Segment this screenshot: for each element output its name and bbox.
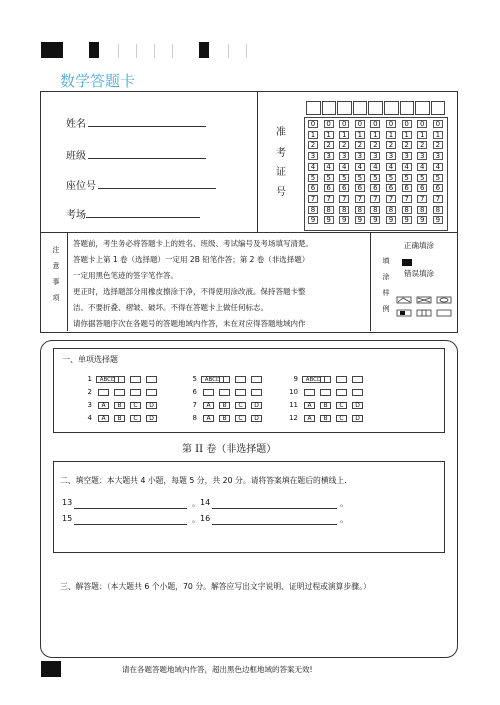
- exam-digit-bubble[interactable]: 9: [433, 216, 443, 224]
- exam-number-write-cell[interactable]: [337, 101, 352, 115]
- exam-digit-bubble[interactable]: 3: [433, 152, 443, 160]
- exam-digit-bubble[interactable]: 2: [355, 141, 365, 149]
- question-number: 2: [87, 388, 92, 396]
- exam-digit-bubble[interactable]: 8: [308, 206, 318, 214]
- exam-digit-bubble[interactable]: 8: [339, 206, 349, 214]
- timing-tick: [228, 44, 229, 58]
- exam-digit-bubble[interactable]: 3: [370, 152, 380, 160]
- exam-digit-bubble[interactable]: 3: [417, 152, 427, 160]
- exam-digit-bubble[interactable]: 9: [339, 216, 349, 224]
- solve-title: 三、解答题：（本大题共 6 个小题，70 分。解答应写出文字说明、证明过程或演算步骤。）: [60, 582, 371, 591]
- exam-digit-bubble[interactable]: 9: [370, 216, 380, 224]
- exam-digit-bubble[interactable]: 0: [402, 120, 412, 128]
- notes-label: 项: [52, 294, 60, 302]
- question-number: 11: [289, 401, 298, 409]
- answer-option-bubble[interactable]: C: [235, 415, 246, 422]
- exam-digit-bubble[interactable]: 7: [433, 195, 443, 203]
- answer-option-bubble[interactable]: [336, 389, 347, 396]
- answer-option-bubble[interactable]: D: [251, 402, 262, 409]
- answer-option-bubble[interactable]: [219, 376, 230, 383]
- answer-blank-14[interactable]: [212, 508, 337, 509]
- exam-digit-bubble[interactable]: 2: [339, 141, 349, 149]
- exam-digit-bubble[interactable]: 7: [308, 195, 318, 203]
- exam-digit-bubble[interactable]: 3: [339, 152, 349, 160]
- blank-number: 13: [62, 498, 73, 507]
- exam-number-write-cell[interactable]: [384, 101, 399, 115]
- exam-digit-bubble[interactable]: 6: [386, 184, 396, 192]
- exam-digit-bubble[interactable]: 4: [417, 163, 427, 171]
- timing-mark: [41, 42, 63, 58]
- exam-digit-bubble[interactable]: 8: [433, 206, 443, 214]
- timing-mark: [89, 42, 99, 58]
- answer-option-bubble[interactable]: C: [130, 402, 141, 409]
- field-label-name: 姓名: [66, 119, 86, 130]
- answer-option-bubble[interactable]: B: [219, 415, 230, 422]
- notes-line: 答题卡上第 1 卷（选择题）一定用 2B 铅笔作答；第 2 卷（非选择题）: [73, 255, 310, 264]
- divider: [40, 232, 457, 233]
- room-field[interactable]: [86, 217, 200, 218]
- exam-digit-bubble[interactable]: 9: [402, 216, 412, 224]
- answer-option-bubble[interactable]: B: [320, 415, 331, 422]
- exam-digit-bubble[interactable]: 2: [370, 141, 380, 149]
- exam-number-write-cell[interactable]: [431, 101, 446, 115]
- exam-digit-bubble[interactable]: 7: [402, 195, 412, 203]
- answer-blank-16[interactable]: [212, 524, 337, 525]
- fill-example-label: 涂: [382, 273, 390, 281]
- answer-option-bubble[interactable]: [219, 389, 230, 396]
- exam-digit-bubble[interactable]: 6: [308, 184, 318, 192]
- exam-digit-bubble[interactable]: 5: [355, 174, 365, 182]
- blank-number: 14: [200, 498, 211, 507]
- notes-line: 一定用黑色笔迹的签字笔作答。: [73, 271, 178, 280]
- field-label-seat: 座位号: [66, 181, 96, 192]
- fill-example-label: 例: [382, 305, 390, 313]
- exam-number-label: 证: [276, 167, 286, 178]
- answer-option-bubble[interactable]: [203, 389, 214, 396]
- exam-digit-bubble[interactable]: 5: [308, 174, 318, 182]
- notes-line: 洁。不要折叠、褶皱、破坏。不得在答题卡上做任何标志。: [73, 303, 268, 312]
- exam-digit-bubble[interactable]: 1: [402, 131, 412, 139]
- exam-digit-bubble[interactable]: 2: [433, 141, 443, 149]
- exam-digit-bubble[interactable]: 7: [339, 195, 349, 203]
- timing-mark: [199, 42, 209, 58]
- exam-digit-bubble[interactable]: 9: [386, 216, 396, 224]
- exam-digit-bubble[interactable]: 1: [355, 131, 365, 139]
- name-field[interactable]: [88, 126, 206, 127]
- answer-option-bubble[interactable]: [251, 389, 262, 396]
- answer-option-bubble[interactable]: [320, 376, 331, 383]
- notes-label: 事: [52, 278, 60, 286]
- answer-blank-15[interactable]: [74, 524, 187, 525]
- answer-option-bubble[interactable]: [304, 389, 315, 396]
- exam-digit-bubble[interactable]: 0: [370, 120, 380, 128]
- exam-digit-bubble[interactable]: 8: [386, 206, 396, 214]
- timing-tick: [154, 44, 155, 58]
- exam-number-write-cell[interactable]: [353, 101, 368, 115]
- exam-digit-bubble[interactable]: 6: [324, 184, 334, 192]
- answer-option-bubble[interactable]: A: [304, 415, 315, 422]
- exam-digit-bubble[interactable]: 3: [324, 152, 334, 160]
- exam-number-write-cell[interactable]: [368, 101, 383, 115]
- answer-option-bubble[interactable]: C: [336, 415, 347, 422]
- section2-header: 第 II 卷（非选择题）: [182, 444, 277, 455]
- multiple-choice-title: 一、单项选择题: [62, 355, 118, 364]
- exam-digit-bubble[interactable]: 4: [402, 163, 412, 171]
- timing-tick: [118, 44, 119, 58]
- answer-option-bubble[interactable]: [235, 376, 246, 383]
- question-number: 1: [87, 375, 92, 383]
- exam-digit-bubble[interactable]: 0: [308, 120, 318, 128]
- notes-label: 注: [52, 246, 60, 254]
- answer-option-bubble[interactable]: C: [130, 415, 141, 422]
- exam-number-write-cell[interactable]: [322, 101, 337, 115]
- exam-digit-bubble[interactable]: 1: [417, 131, 427, 139]
- notes-line: 更正时，选择题部分用橡皮擦涂干净，不得使用涂改液。保持答题卡整: [73, 287, 306, 296]
- exam-digit-bubble[interactable]: 5: [402, 174, 412, 182]
- divider: [370, 232, 371, 331]
- fill-blank-title: 二、填空题：本大题共 4 小题，每题 5 分，共 20 分。请将答案填在题后的横线上.: [60, 476, 347, 485]
- blank-separator: 。: [340, 499, 348, 508]
- exam-digit-bubble[interactable]: 0: [417, 120, 427, 128]
- answer-option-bubble[interactable]: A: [98, 415, 109, 422]
- seat-field[interactable]: [98, 188, 216, 189]
- exam-digit-bubble[interactable]: 4: [308, 163, 318, 171]
- answer-option-bubble[interactable]: B: [114, 415, 125, 422]
- exam-digit-bubble[interactable]: 6: [339, 184, 349, 192]
- exam-digit-bubble[interactable]: 5: [417, 174, 427, 182]
- timing-tick: [172, 44, 173, 58]
- fill-example-label: 样: [382, 289, 390, 297]
- card-title: 数学答题卡: [60, 72, 136, 90]
- question-number: 4: [87, 414, 92, 422]
- exam-digit-bubble[interactable]: 1: [433, 131, 443, 139]
- exam-digit-bubble[interactable]: 7: [355, 195, 365, 203]
- exam-digit-bubble[interactable]: 4: [370, 163, 380, 171]
- exam-digit-bubble[interactable]: 7: [324, 195, 334, 203]
- blank-number: 16: [200, 514, 211, 523]
- exam-number-write-cell[interactable]: [415, 101, 430, 115]
- answer-option-bubble[interactable]: A: [203, 402, 214, 409]
- exam-digit-bubble[interactable]: 5: [324, 174, 334, 182]
- exam-digit-bubble[interactable]: 3: [402, 152, 412, 160]
- exam-digit-bubble[interactable]: 9: [355, 216, 365, 224]
- exam-digit-bubble[interactable]: 6: [370, 184, 380, 192]
- field-label-room: 考场: [66, 210, 86, 221]
- exam-digit-bubble[interactable]: 1: [370, 131, 380, 139]
- exam-digit-bubble[interactable]: 4: [339, 163, 349, 171]
- exam-digit-bubble[interactable]: 4: [386, 163, 396, 171]
- class-field[interactable]: [88, 158, 206, 159]
- blank-number: 15: [62, 514, 73, 523]
- notes-line: 请你据答题序次在各题号的答题地域内作答，未在对应得答题地域内作: [73, 319, 306, 328]
- exam-number-label: 准: [276, 127, 286, 138]
- exam-digit-bubble[interactable]: 1: [339, 131, 349, 139]
- answer-option-bubble[interactable]: [352, 389, 363, 396]
- answer-option-bubble[interactable]: B: [219, 402, 230, 409]
- exam-digit-bubble[interactable]: 4: [355, 163, 365, 171]
- exam-digit-bubble[interactable]: 2: [386, 141, 396, 149]
- answer-option-bubble[interactable]: [130, 376, 141, 383]
- exam-digit-bubble[interactable]: 6: [433, 184, 443, 192]
- blank-separator: 。: [340, 515, 348, 524]
- exam-digit-bubble[interactable]: 6: [417, 184, 427, 192]
- question-number: 8: [192, 414, 197, 422]
- answer-option-bubble[interactable]: D: [352, 415, 363, 422]
- question-number: 9: [293, 375, 298, 383]
- answer-option-bubble[interactable]: C: [235, 402, 246, 409]
- exam-digit-bubble[interactable]: 0: [355, 120, 365, 128]
- exam-digit-bubble[interactable]: 5: [433, 174, 443, 182]
- notes-line: 答题前，考生务必将答题卡上的姓名、班级、考试编号及考场填写清楚。: [73, 239, 313, 248]
- wrong-fill-samples: [396, 296, 456, 320]
- exam-digit-bubble[interactable]: 7: [386, 195, 396, 203]
- exam-digit-bubble[interactable]: 6: [402, 184, 412, 192]
- exam-number-write-cell[interactable]: [400, 101, 415, 115]
- answer-option-bubble[interactable]: [146, 376, 157, 383]
- exam-digit-bubble[interactable]: 1: [308, 131, 318, 139]
- fill-example-label: 填: [382, 257, 390, 265]
- exam-grid-frame: [304, 117, 448, 231]
- exam-digit-bubble[interactable]: 3: [308, 152, 318, 160]
- exam-digit-bubble[interactable]: 3: [386, 152, 396, 160]
- exam-digit-bubble[interactable]: 7: [417, 195, 427, 203]
- field-label-class: 班级: [66, 151, 86, 162]
- exam-digit-bubble[interactable]: 5: [386, 174, 396, 182]
- exam-number-label: 考: [276, 148, 286, 159]
- exam-digit-bubble[interactable]: 3: [355, 152, 365, 160]
- timing-tick: [136, 44, 137, 58]
- question-number: 3: [87, 401, 92, 409]
- wrong-fill-label: 错误填涂: [404, 269, 434, 278]
- exam-number-write-cell[interactable]: [306, 101, 321, 115]
- answer-option-bubble[interactable]: [146, 389, 157, 396]
- exam-digit-bubble[interactable]: 1: [386, 131, 396, 139]
- exam-digit-bubble[interactable]: 4: [324, 163, 334, 171]
- exam-digit-bubble[interactable]: 0: [433, 120, 443, 128]
- exam-digit-bubble[interactable]: 9: [324, 216, 334, 224]
- exam-digit-bubble[interactable]: 1: [324, 131, 334, 139]
- blank-separator: 。: [192, 515, 200, 524]
- question-number: 12: [289, 414, 298, 422]
- answer-option-bubble[interactable]: ABCD: [96, 376, 119, 383]
- exam-digit-bubble[interactable]: 9: [417, 216, 427, 224]
- exam-digit-bubble[interactable]: 0: [386, 120, 396, 128]
- exam-digit-bubble[interactable]: 2: [324, 141, 334, 149]
- answer-option-bubble[interactable]: [98, 389, 109, 396]
- answer-option-bubble[interactable]: [320, 389, 331, 396]
- answer-option-bubble[interactable]: [235, 389, 246, 396]
- divider: [67, 232, 68, 331]
- exam-digit-bubble[interactable]: 5: [339, 174, 349, 182]
- answer-option-bubble[interactable]: D: [251, 415, 262, 422]
- answer-option-bubble[interactable]: [352, 376, 363, 383]
- answer-option-bubble[interactable]: B: [114, 402, 125, 409]
- solve-answer-area[interactable]: [55, 595, 441, 650]
- answer-option-bubble[interactable]: ABCD: [302, 376, 325, 383]
- exam-digit-bubble[interactable]: 8: [355, 206, 365, 214]
- exam-digit-bubble[interactable]: 6: [355, 184, 365, 192]
- answer-blank-13[interactable]: [74, 508, 187, 509]
- correct-fill-sample: [402, 259, 412, 266]
- answer-option-bubble[interactable]: A: [203, 415, 214, 422]
- answer-option-bubble[interactable]: A: [98, 402, 109, 409]
- answer-option-bubble[interactable]: [130, 389, 141, 396]
- exam-number-label: 号: [276, 187, 286, 198]
- answer-option-bubble[interactable]: [114, 389, 125, 396]
- notes-label: 意: [52, 262, 60, 270]
- answer-option-bubble[interactable]: [251, 376, 262, 383]
- answer-option-bubble[interactable]: C: [336, 402, 347, 409]
- question-number: 10: [289, 388, 298, 396]
- answer-option-bubble[interactable]: A: [304, 402, 315, 409]
- correct-fill-label: 正确填涂: [404, 241, 434, 250]
- answer-option-bubble[interactable]: D: [146, 402, 157, 409]
- footer-note: 请在各题答题地域内作答，超出黑色边框地域的答案无效!: [122, 665, 313, 674]
- exam-digit-bubble[interactable]: 7: [370, 195, 380, 203]
- exam-digit-bubble[interactable]: 5: [370, 174, 380, 182]
- answer-option-bubble[interactable]: [114, 376, 125, 383]
- divider: [257, 91, 258, 232]
- answer-option-bubble[interactable]: D: [146, 415, 157, 422]
- timing-mark: [41, 661, 61, 677]
- exam-digit-bubble[interactable]: 0: [339, 120, 349, 128]
- answer-option-bubble[interactable]: B: [320, 402, 331, 409]
- timing-tick: [246, 44, 247, 58]
- exam-digit-bubble[interactable]: 8: [324, 206, 334, 214]
- answer-option-bubble[interactable]: D: [352, 402, 363, 409]
- exam-digit-bubble[interactable]: 9: [308, 216, 318, 224]
- exam-digit-bubble[interactable]: 0: [324, 120, 334, 128]
- exam-digit-bubble[interactable]: 8: [370, 206, 380, 214]
- exam-digit-bubble[interactable]: 2: [308, 141, 318, 149]
- exam-digit-bubble[interactable]: 8: [402, 206, 412, 214]
- exam-digit-bubble[interactable]: 4: [433, 163, 443, 171]
- blank-separator: 。: [192, 499, 200, 508]
- answer-option-bubble[interactable]: [336, 376, 347, 383]
- exam-digit-bubble[interactable]: 2: [417, 141, 427, 149]
- exam-digit-bubble[interactable]: 8: [417, 206, 427, 214]
- question-number: 5: [192, 375, 197, 383]
- exam-digit-bubble[interactable]: 2: [402, 141, 412, 149]
- question-number: 6: [192, 388, 197, 396]
- answer-option-bubble[interactable]: ABCD: [201, 376, 224, 383]
- question-number: 7: [192, 401, 197, 409]
